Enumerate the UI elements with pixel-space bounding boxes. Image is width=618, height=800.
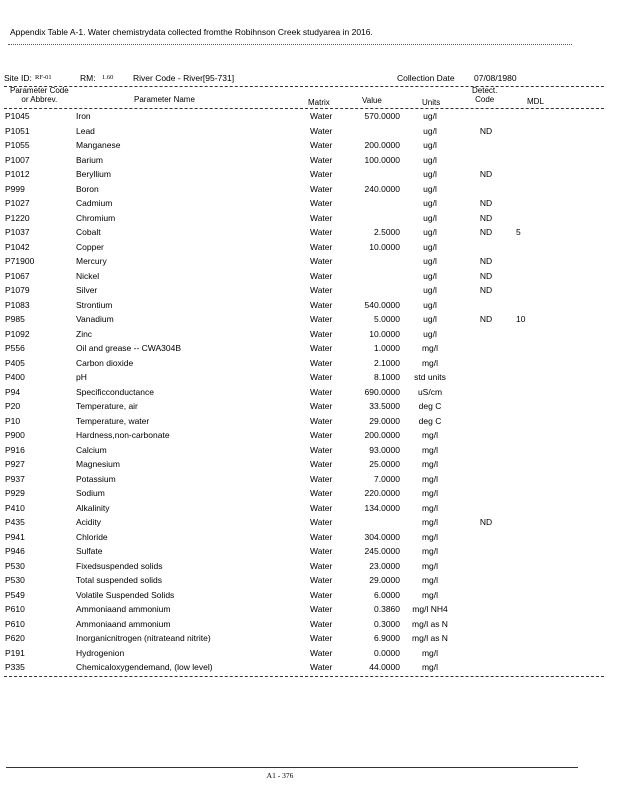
param-code-cell: P937 [5, 473, 25, 484]
value-cell: 0.0000 [374, 647, 400, 658]
matrix-cell: Water [310, 647, 333, 658]
detect-code-cell: ND [479, 198, 493, 208]
matrix-cell: Water [310, 575, 333, 585]
param-code-cell: P620 [5, 633, 25, 643]
value-cell: 2.5000 [374, 227, 400, 237]
value-cell: 1.0000 [374, 343, 400, 353]
param-name-cell: Silver [76, 285, 98, 295]
units-cell: mg/l [421, 430, 439, 440]
param-name-cell: Copper [76, 241, 104, 252]
matrix-cell: Water [310, 343, 333, 353]
collection-date-label: Collection Date [397, 73, 455, 83]
units-cell: ug/l [423, 270, 437, 281]
units-cell: mg/l [421, 357, 439, 368]
matrix-cell: Water [310, 488, 333, 498]
header-units: Units [422, 98, 441, 107]
site-id-value: RF-01 [35, 74, 52, 81]
param-name-cell: Sodium [76, 488, 105, 498]
units-cell: ug/l [423, 285, 437, 295]
units-cell: mg/l [421, 575, 439, 585]
value-cell: 134.0000 [364, 502, 400, 513]
matrix-cell: Water [310, 154, 333, 165]
table-row [0, 312, 618, 327]
table-row [0, 457, 618, 472]
units-cell: ug/l [423, 227, 437, 237]
param-name-cell: Iron [76, 111, 91, 121]
units-cell: ug/l [423, 140, 437, 150]
table-row [0, 501, 618, 516]
param-name-cell: Zinc [76, 328, 93, 339]
units-cell: ug/l [423, 198, 437, 208]
table-row [0, 254, 618, 269]
units-cell: mg/l [421, 546, 439, 556]
detect-code-cell: ND [479, 270, 493, 281]
param-name-cell: Strontium [76, 299, 113, 310]
value-cell: 540.0000 [364, 299, 400, 310]
param-name-cell: Cadmium [76, 198, 113, 208]
param-name-cell: Beryllium [76, 169, 111, 179]
value-cell: 220.0000 [364, 488, 400, 498]
table-row [0, 530, 618, 545]
detect-code-cell: ND [479, 212, 493, 223]
units-cell: mg/l as N [412, 618, 448, 629]
table-row [0, 660, 618, 675]
units-cell: uS/cm [417, 386, 443, 397]
site-id-label: Site ID: [4, 73, 32, 83]
param-code-cell: P985 [5, 314, 25, 324]
header-value: Value [362, 96, 382, 105]
param-code-cell: P999 [5, 183, 25, 194]
units-cell: mg/l as N [412, 633, 448, 643]
table-row [0, 486, 618, 501]
param-code-cell: P405 [5, 357, 25, 368]
river-code: River Code - River[95-731] [133, 73, 235, 83]
param-code-cell: P71900 [5, 256, 35, 266]
units-cell: mg/l [421, 459, 439, 469]
table-row [0, 138, 618, 153]
units-cell: mg/l [421, 488, 439, 498]
table-row [0, 443, 618, 458]
units-cell: mg/l [421, 662, 439, 672]
matrix-cell: Water [310, 589, 333, 600]
units-cell: mg/l [421, 560, 439, 571]
units-cell: mg/l [421, 531, 439, 542]
value-cell: 25.0000 [369, 459, 400, 469]
matrix-cell: Water [310, 618, 333, 629]
header-code: Parameter Code or Abbrev. [10, 86, 69, 104]
table-row [0, 472, 618, 487]
matrix-cell: Water [310, 444, 333, 455]
param-code-cell: P435 [5, 517, 25, 527]
table-row [0, 399, 618, 414]
param-name-cell: Acidity [76, 517, 102, 527]
value-cell: 8.1000 [374, 372, 400, 382]
table-row [0, 617, 618, 632]
units-cell: mg/l [421, 647, 439, 658]
table-row [0, 167, 618, 182]
table-row [0, 124, 618, 139]
matrix-cell: Water [310, 111, 333, 121]
detect-code-cell: ND [479, 227, 493, 237]
units-cell: ug/l [423, 183, 437, 194]
value-cell: 29.0000 [369, 575, 400, 585]
table-row [0, 544, 618, 559]
param-name-cell: Alkalinity [76, 502, 110, 513]
units-cell: ug/l [423, 299, 437, 310]
matrix-cell: Water [310, 169, 333, 179]
param-code-cell: P1045 [5, 111, 30, 121]
matrix-cell: Water [310, 328, 333, 339]
header-detect-code: Detect. Code [472, 86, 498, 104]
header-matrix: Matrix [308, 98, 330, 107]
matrix-cell: Water [310, 299, 333, 310]
detect-code-cell: ND [479, 314, 493, 324]
table-title: Appendix Table A-1. Water chemistrydata collected fromthe Robihnson Creek studyarea in 2016. [10, 27, 373, 37]
units-cell: ug/l [423, 328, 437, 339]
param-code-cell: P927 [5, 459, 25, 469]
units-cell: ug/l [423, 111, 437, 121]
param-code-cell: P916 [5, 444, 25, 455]
param-name-cell: Total suspended solids [76, 575, 163, 585]
param-code-cell: P1067 [5, 270, 30, 281]
value-cell: 0.3860 [374, 604, 400, 614]
rm-label: RM: [80, 73, 96, 83]
param-code-cell: P1027 [5, 198, 30, 208]
units-cell: ug/l [423, 154, 437, 165]
value-cell: 5.0000 [374, 314, 400, 324]
param-code-cell: P1220 [5, 212, 30, 223]
param-code-cell: P1083 [5, 299, 30, 310]
header-mdl: MDL [527, 97, 544, 106]
units-cell: mg/l [421, 517, 439, 527]
table-row [0, 646, 618, 661]
param-code-cell: P610 [5, 604, 25, 614]
matrix-cell: Water [310, 662, 333, 672]
mdl-cell: 10 [516, 314, 526, 324]
param-name-cell: Specificconductance [76, 386, 154, 397]
param-name-cell: pH [76, 372, 87, 382]
param-code-cell: P530 [5, 560, 25, 571]
table-row [0, 356, 618, 371]
table-row [0, 298, 618, 313]
matrix-cell: Water [310, 560, 333, 571]
param-code-cell: P556 [5, 343, 25, 353]
table-row [0, 602, 618, 617]
matrix-cell: Water [310, 430, 333, 440]
param-code-cell: P549 [5, 589, 25, 600]
param-code-cell: P335 [5, 662, 25, 672]
value-cell: 2.1000 [374, 357, 400, 368]
matrix-cell: Water [310, 256, 333, 266]
matrix-cell: Water [310, 401, 333, 411]
units-cell: std units [414, 372, 446, 382]
value-cell: 29.0000 [369, 415, 400, 426]
table-row [0, 385, 618, 400]
table-row [0, 225, 618, 240]
param-name-cell: Manganese [76, 140, 121, 150]
param-name-cell: Barium [76, 154, 103, 165]
value-cell: 100.0000 [364, 154, 400, 165]
matrix-cell: Water [310, 604, 333, 614]
param-code-cell: P1079 [5, 285, 30, 295]
matrix-cell: Water [310, 212, 333, 223]
value-cell: 570.0000 [364, 111, 400, 121]
param-name-cell: Vanadium [76, 314, 114, 324]
units-cell: ug/l [423, 169, 437, 179]
matrix-cell: Water [310, 531, 333, 542]
param-name-cell: Volatile Suspended Solids [76, 589, 175, 600]
units-cell: mg/l [421, 444, 439, 455]
param-name-cell: Sulfate [76, 546, 103, 556]
param-code-cell: P191 [5, 647, 25, 658]
param-code-cell: P10 [5, 415, 21, 426]
param-code-cell: P1007 [5, 154, 30, 165]
param-code-cell: P1012 [5, 169, 30, 179]
value-cell: 304.0000 [364, 531, 400, 542]
value-cell: 240.0000 [364, 183, 400, 194]
matrix-cell: Water [310, 415, 333, 426]
param-name-cell: Hardness,non-carbonate [76, 430, 170, 440]
matrix-cell: Water [310, 270, 333, 281]
param-name-cell: Mercury [76, 256, 107, 266]
table-row [0, 182, 618, 197]
units-cell: mg/l [421, 589, 439, 600]
param-name-cell: Magnesium [76, 459, 120, 469]
dashed-divider-bottom [4, 676, 604, 677]
site-info [4, 73, 604, 85]
table-row [0, 370, 618, 385]
matrix-cell: Water [310, 473, 333, 484]
matrix-cell: Water [310, 357, 333, 368]
matrix-cell: Water [310, 517, 333, 527]
param-name-cell: Hydrogenion [76, 647, 125, 658]
table-row [0, 341, 618, 356]
value-cell: 245.0000 [364, 546, 400, 556]
matrix-cell: Water [310, 314, 333, 324]
mdl-cell: 5 [516, 227, 521, 237]
detect-code-cell: ND [479, 169, 493, 179]
detect-code-cell: ND [479, 517, 493, 527]
units-cell: mg/l [421, 502, 439, 513]
param-name-cell: Temperature, water [76, 415, 150, 426]
units-cell: mg/l NH4 [412, 604, 448, 614]
value-cell: 200.0000 [364, 140, 400, 150]
table-row [0, 283, 618, 298]
detect-code-cell: ND [479, 125, 493, 136]
value-cell: 0.3000 [374, 618, 400, 629]
detect-code-cell: ND [479, 256, 493, 266]
table-row [0, 559, 618, 574]
dotted-divider [8, 44, 572, 45]
param-code-cell: P94 [5, 386, 21, 397]
matrix-cell: Water [310, 633, 333, 643]
value-cell: 7.0000 [374, 473, 400, 484]
param-name-cell: Calcium [76, 444, 107, 455]
table-row [0, 414, 618, 429]
dashed-divider-top [4, 86, 604, 87]
table-row [0, 327, 618, 342]
param-code-cell: P610 [5, 618, 25, 629]
matrix-cell: Water [310, 241, 333, 252]
table-row [0, 269, 618, 284]
units-cell: deg C [418, 401, 442, 411]
page-number: A1 - 376 [266, 771, 294, 780]
table-row [0, 573, 618, 588]
param-name-cell: Carbon dioxide [76, 357, 134, 368]
matrix-cell: Water [310, 386, 333, 397]
param-name-cell: Nickel [76, 270, 100, 281]
param-code-cell: P530 [5, 575, 25, 585]
units-cell: mg/l [421, 473, 439, 484]
matrix-cell: Water [310, 198, 333, 208]
table-row [0, 631, 618, 646]
matrix-cell: Water [310, 372, 333, 382]
param-code-cell: P1051 [5, 125, 30, 136]
param-name-cell: Fixedsuspended solids [76, 560, 163, 571]
header-name: Parameter Name [134, 95, 195, 104]
table-row [0, 211, 618, 226]
value-cell: 10.0000 [369, 241, 400, 252]
param-name-cell: Boron [76, 183, 99, 194]
units-cell: mg/l [421, 343, 439, 353]
matrix-cell: Water [310, 285, 333, 295]
units-cell: ug/l [423, 125, 437, 136]
param-code-cell: P20 [5, 401, 21, 411]
param-code-cell: P900 [5, 430, 25, 440]
param-name-cell: Temperature, air [76, 401, 138, 411]
matrix-cell: Water [310, 183, 333, 194]
matrix-cell: Water [310, 459, 333, 469]
param-code-cell: P1055 [5, 140, 30, 150]
units-cell: ug/l [423, 241, 437, 252]
param-code-cell: P941 [5, 531, 25, 542]
matrix-cell: Water [310, 140, 333, 150]
table-row [0, 588, 618, 603]
param-code-cell: P1037 [5, 227, 30, 237]
value-cell: 44.0000 [369, 662, 400, 672]
units-cell: ug/l [423, 212, 437, 223]
table-row [0, 196, 618, 211]
collection-date-value: 07/08/1980 [474, 73, 517, 83]
matrix-cell: Water [310, 227, 333, 237]
param-name-cell: Cobalt [76, 227, 101, 237]
units-cell: deg C [418, 415, 442, 426]
param-code-cell: P1042 [5, 241, 30, 252]
param-name-cell: Lead [76, 125, 95, 136]
units-cell: ug/l [423, 314, 437, 324]
param-name-cell: Chemicaloxygendemand, (low level) [76, 662, 213, 672]
table-row [0, 240, 618, 255]
param-name-cell: Inorganicnitrogen (nitrateand nitrite) [76, 633, 211, 643]
data-table [0, 109, 618, 675]
matrix-cell: Water [310, 546, 333, 556]
value-cell: 23.0000 [369, 560, 400, 571]
param-name-cell: Ammoniaand ammonium [76, 618, 171, 629]
value-cell: 93.0000 [369, 444, 400, 455]
param-code-cell: P410 [5, 502, 25, 513]
rm-value: 1.60 [102, 74, 114, 81]
param-name-cell: Chloride [76, 531, 108, 542]
value-cell: 10.0000 [369, 328, 400, 339]
param-code-cell: P946 [5, 546, 25, 556]
param-code-cell: P929 [5, 488, 25, 498]
matrix-cell: Water [310, 502, 333, 513]
footer-rule [6, 767, 578, 768]
value-cell: 33.5000 [369, 401, 400, 411]
detect-code-cell: ND [479, 285, 493, 295]
value-cell: 690.0000 [364, 386, 400, 397]
value-cell: 6.0000 [374, 589, 400, 600]
table-row [0, 153, 618, 168]
table-row [0, 515, 618, 530]
value-cell: 6.9000 [374, 633, 400, 643]
value-cell: 200.0000 [364, 430, 400, 440]
units-cell: ug/l [423, 256, 437, 266]
param-name-cell: Oil and grease -- CWA304B [76, 343, 182, 353]
param-code-cell: P400 [5, 372, 25, 382]
param-name-cell: Chromium [76, 212, 116, 223]
param-code-cell: P1092 [5, 328, 30, 339]
table-row [0, 109, 618, 124]
param-name-cell: Ammoniaand ammonium [76, 604, 171, 614]
param-name-cell: Potassium [76, 473, 116, 484]
table-row [0, 428, 618, 443]
matrix-cell: Water [310, 125, 333, 136]
